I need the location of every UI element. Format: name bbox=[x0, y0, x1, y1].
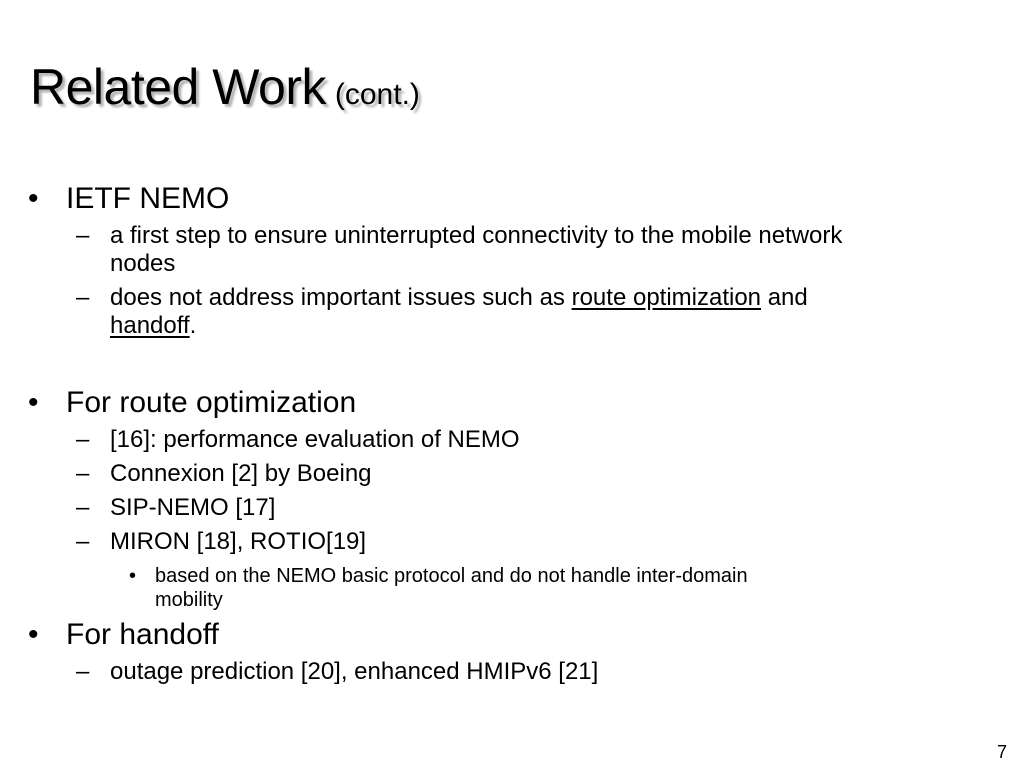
bullet-icon: • bbox=[129, 565, 137, 587]
route-optimization-link: route optimization bbox=[571, 284, 762, 311]
bullet-icon: • bbox=[28, 182, 39, 215]
dash-icon: – bbox=[76, 284, 90, 311]
route-item-3: SIP-NEMO [17] bbox=[110, 494, 276, 521]
ietf-item-2-prefix: does not address important issues such as bbox=[110, 284, 565, 311]
heading-route-optimization: For route optimization bbox=[66, 386, 357, 419]
bullet-icon: • bbox=[28, 618, 39, 651]
route-sub-item-line-1: based on the NEMO basic protocol and do not handle inter-domain bbox=[155, 565, 748, 587]
dash-icon: – bbox=[76, 528, 90, 555]
handoff-link: handoff bbox=[110, 312, 190, 339]
ietf-item-2-line-1 bbox=[110, 284, 808, 312]
title-cont: (cont.) bbox=[334, 78, 420, 111]
dash-icon: – bbox=[76, 494, 90, 521]
handoff-item-1: outage prediction [20], enhanced HMIPv6 [21] bbox=[110, 658, 599, 685]
ietf-item-2-line-2 bbox=[110, 312, 196, 340]
dash-icon: – bbox=[76, 222, 90, 249]
dash-icon: – bbox=[76, 426, 90, 453]
ietf-item-2-and: and bbox=[767, 284, 808, 311]
dash-icon: – bbox=[76, 658, 90, 685]
route-item-1: [16]: performance evaluation of NEMO bbox=[110, 426, 520, 453]
dash-icon: – bbox=[76, 460, 90, 487]
route-item-4: MIRON [18], ROTIO[19] bbox=[110, 528, 367, 555]
heading-ietf-nemo: IETF NEMO bbox=[66, 182, 230, 215]
heading-handoff: For handoff bbox=[66, 618, 219, 651]
ietf-item-2-end: . bbox=[189, 312, 197, 339]
ietf-item-1-line-1: a first step to ensure uninterrupted connectivity to the mobile network bbox=[110, 222, 843, 249]
route-sub-item-line-2: mobility bbox=[155, 589, 223, 611]
bullet-icon: • bbox=[28, 386, 39, 419]
ietf-item-1-line-2: nodes bbox=[110, 250, 176, 277]
route-item-2: Connexion [2] by Boeing bbox=[110, 460, 372, 487]
title-main: Related Work bbox=[30, 59, 326, 115]
page-number: 7 bbox=[996, 742, 1007, 762]
